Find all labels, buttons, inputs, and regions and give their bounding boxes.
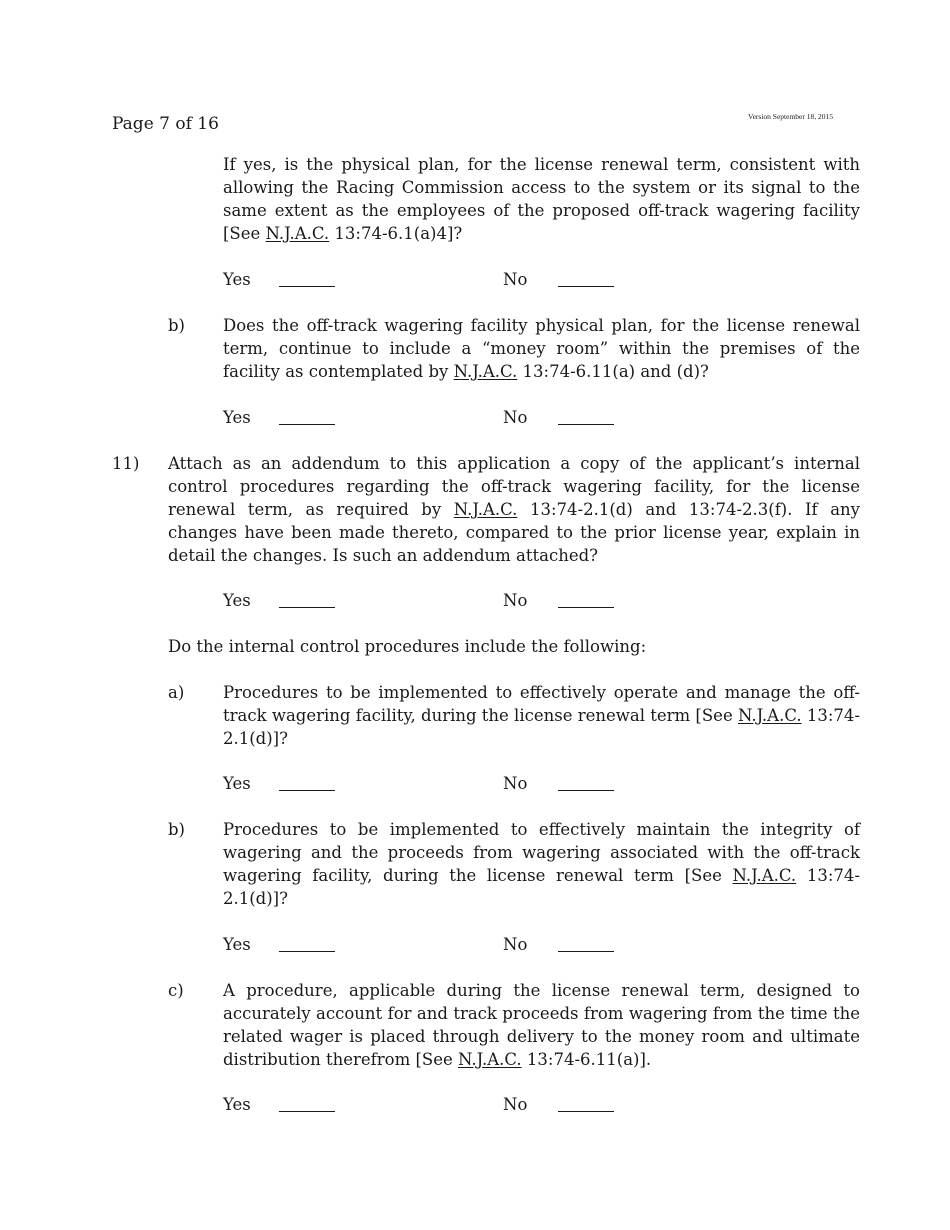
yes-answer-blank[interactable] bbox=[279, 790, 335, 791]
yes-label: Yes bbox=[223, 408, 251, 427]
citation-njac: N.J.A.C. bbox=[732, 866, 797, 885]
question-10b-text: Does the off-track wagering facility physical plan, for the license renewal term, continue to include a “money room” within the premises of the facility as contemplated by N.J.A.C. 13:74-6.11(a) and (d)? bbox=[223, 316, 860, 381]
citation-njac: N.J.A.C. bbox=[265, 224, 330, 243]
yes-label: Yes bbox=[223, 591, 251, 610]
item-label-11b: b) bbox=[168, 820, 185, 839]
yes-label: Yes bbox=[223, 1095, 251, 1114]
answer-row-10-intro bbox=[223, 268, 623, 292]
citation-njac: N.J.A.C. bbox=[453, 362, 518, 381]
yes-answer-blank[interactable] bbox=[279, 1111, 335, 1112]
no-answer-blank[interactable] bbox=[558, 607, 614, 608]
citation-njac: N.J.A.C. bbox=[737, 706, 802, 725]
citation-njac: N.J.A.C. bbox=[458, 1050, 522, 1069]
question-11-sub-intro: Do the internal control procedures include the following: bbox=[168, 637, 647, 656]
item-label-11a: a) bbox=[168, 683, 185, 702]
no-answer-blank[interactable] bbox=[558, 286, 614, 287]
yes-answer-blank[interactable] bbox=[279, 286, 335, 287]
no-label: No bbox=[503, 1095, 528, 1114]
yes-answer-blank[interactable] bbox=[279, 424, 335, 425]
page-number: Page 7 of 16 bbox=[112, 114, 219, 134]
version-note: Version September 18, 2015 bbox=[748, 112, 833, 121]
question-11-text: Attach as an addendum to this application a copy of the applicant’s internal control procedures regarding the off-track wagering facility, for the license renewal term, as required by N.J.A.C. 13:74-2.1(d) and 13:74-2.3(f). If any changes have been made thereto, compared to the prior license year, explain in detail the changes. Is such an addendum attached? bbox=[168, 454, 861, 565]
yes-label: Yes bbox=[223, 935, 251, 954]
answer-row-11b bbox=[223, 933, 623, 957]
no-answer-blank[interactable] bbox=[558, 424, 614, 425]
answer-row-10b bbox=[223, 406, 623, 430]
no-label: No bbox=[503, 591, 528, 610]
no-answer-blank[interactable] bbox=[558, 951, 614, 952]
item-label-11: 11) bbox=[112, 454, 140, 473]
no-answer-blank[interactable] bbox=[558, 790, 614, 791]
no-answer-blank[interactable] bbox=[558, 1111, 614, 1112]
item-label-10b: b) bbox=[168, 316, 185, 335]
no-label: No bbox=[503, 935, 528, 954]
citation-njac: N.J.A.C. bbox=[453, 500, 518, 519]
yes-answer-blank[interactable] bbox=[279, 607, 335, 608]
answer-row-11c bbox=[223, 1093, 623, 1117]
answer-row-11 bbox=[223, 589, 623, 613]
no-label: No bbox=[503, 774, 528, 793]
no-label: No bbox=[503, 270, 528, 289]
question-10-physical-plan-text: If yes, is the physical plan, for the license renewal term, consistent with allowing the Racing Commission access to the system or its signal to the same extent as the employees of the proposed off-track wagering facility [See N.J.A.C. 13:74-6.1(a)4]? bbox=[223, 155, 860, 243]
question-11c-text: A procedure, applicable during the license renewal term, designed to accurately account for and track proceeds from wagering from the time the related wager is placed through delivery to the money room and ultimate distribution therefrom [See N.J.A.C. 13:74-6.11(a)]. bbox=[223, 981, 860, 1069]
answer-row-11a bbox=[223, 772, 623, 796]
question-11b-text: Procedures to be implemented to effectively maintain the integrity of wagering and the proceeds from wagering associated with the off-track wagering facility, during the license renewal term [See N.J.A.C. 13:74-2.1(d)]? bbox=[223, 820, 860, 908]
yes-answer-blank[interactable] bbox=[279, 951, 335, 952]
yes-label: Yes bbox=[223, 774, 251, 793]
no-label: No bbox=[503, 408, 528, 427]
question-11a-text: Procedures to be implemented to effectively operate and manage the off-track wagering facility, during the license renewal term [See N.J.A.C. 13:74-2.1(d)]? bbox=[223, 683, 860, 748]
yes-label: Yes bbox=[223, 270, 251, 289]
item-label-11c: c) bbox=[168, 981, 184, 1000]
